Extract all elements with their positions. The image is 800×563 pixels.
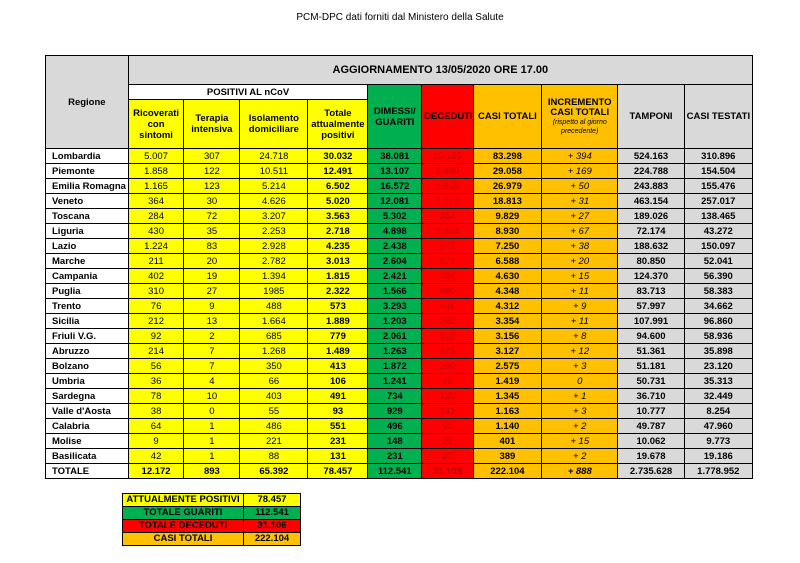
cell-ti: 123 <box>184 179 240 194</box>
cell-casi: 1.345 <box>473 389 541 404</box>
region-name-cell: Marche <box>46 254 129 269</box>
cell-test: 150.097 <box>684 239 752 254</box>
table-row <box>46 419 753 434</box>
cell-ti: 83 <box>184 239 240 254</box>
table-row <box>46 149 753 164</box>
cell-tot: 12.491 <box>308 164 368 179</box>
cell-tamp: 124.370 <box>618 269 684 284</box>
cell-dec: 394 <box>422 269 474 284</box>
region-name-cell: Basilicata <box>46 449 129 464</box>
cell-dec: 964 <box>422 209 474 224</box>
header-tamponi: TAMPONI <box>618 85 684 149</box>
page-caption: PCM-DPC dati forniti dal Ministero della Salute <box>296 12 504 23</box>
cell-dim: 38.081 <box>368 149 422 164</box>
cell-ti: 0 <box>184 404 240 419</box>
cell-casi: 1.140 <box>473 419 541 434</box>
cell-tamp: 2.735.628 <box>618 464 684 479</box>
cell-dim: 13.107 <box>368 164 422 179</box>
header-casi-totali: CASI TOTALI <box>473 85 541 149</box>
cell-tot: 4.235 <box>308 239 368 254</box>
cell-test: 35.313 <box>684 374 752 389</box>
cell-test: 34.662 <box>684 299 752 314</box>
cell-tamp: 51.361 <box>618 344 684 359</box>
header-dimessi: DIMESSI/ GUARITI <box>368 85 422 149</box>
cell-tamp: 36.710 <box>618 389 684 404</box>
cell-dec: 971 <box>422 254 474 269</box>
cell-dim: 1.566 <box>368 284 422 299</box>
cell-inc: + 2 <box>542 419 618 434</box>
cell-iso: 10.511 <box>240 164 308 179</box>
cell-dec: 22 <box>422 434 474 449</box>
cell-dim: 12.081 <box>368 194 422 209</box>
cell-test: 138.465 <box>684 209 752 224</box>
cell-tot: 5.020 <box>308 194 368 209</box>
cell-inc: + 27 <box>542 209 618 224</box>
cell-tot: 551 <box>308 419 368 434</box>
cell-inc: + 20 <box>542 254 618 269</box>
cell-tamp: 224.788 <box>618 164 684 179</box>
cell-ric: 38 <box>128 404 184 419</box>
cell-dim: 231 <box>368 449 422 464</box>
cell-casi: 26.979 <box>473 179 541 194</box>
cell-dec: 93 <box>422 419 474 434</box>
cell-dec: 1.314 <box>422 224 474 239</box>
cell-test: 35.898 <box>684 344 752 359</box>
cell-ti: 1 <box>184 449 240 464</box>
cell-dec: 3.905 <box>422 179 474 194</box>
cell-ric: 36 <box>128 374 184 389</box>
cell-casi: 389 <box>473 449 541 464</box>
cell-ti: 19 <box>184 269 240 284</box>
cell-ric: 9 <box>128 434 184 449</box>
cell-tot: 131 <box>308 449 368 464</box>
cell-dim: 2.061 <box>368 329 422 344</box>
cell-casi: 18.813 <box>473 194 541 209</box>
cell-ric: 214 <box>128 344 184 359</box>
header-positivi-group: POSITIVI AL nCoV <box>128 85 368 100</box>
header-regione: Regione <box>46 56 129 149</box>
cell-ti: 27 <box>184 284 240 299</box>
cell-tot: 2.322 <box>308 284 368 299</box>
header-incremento-sub: (rispetto al giorno precedente) <box>552 118 607 135</box>
cell-test: 52.041 <box>684 254 752 269</box>
cell-iso: 2.253 <box>240 224 308 239</box>
table-row <box>46 239 753 254</box>
cell-casi: 3.156 <box>473 329 541 344</box>
table-row <box>46 299 753 314</box>
cell-casi: 1.419 <box>473 374 541 389</box>
cell-ric: 284 <box>128 209 184 224</box>
region-name-cell: Valle d'Aosta <box>46 404 129 419</box>
table-row <box>46 434 753 449</box>
cell-inc: + 12 <box>542 344 618 359</box>
cell-iso: 4.626 <box>240 194 308 209</box>
table-body <box>46 149 753 479</box>
summary-row <box>123 520 301 533</box>
region-name-cell: Sicilia <box>46 314 129 329</box>
cell-tot: 93 <box>308 404 368 419</box>
cell-casi: 3.354 <box>473 314 541 329</box>
cell-ric: 5.007 <box>128 149 184 164</box>
region-name-cell: Umbria <box>46 374 129 389</box>
cell-dec: 27 <box>422 449 474 464</box>
cell-inc: + 15 <box>542 269 618 284</box>
cell-tamp: 463.154 <box>618 194 684 209</box>
cell-tamp: 10.777 <box>618 404 684 419</box>
region-name-cell: Veneto <box>46 194 129 209</box>
table-row <box>46 314 753 329</box>
header-isolamento: Isolamento domiciliare <box>240 100 308 149</box>
table-row <box>46 209 753 224</box>
cell-dim: 2.421 <box>368 269 422 284</box>
summary-label: TOTALE DECEDUTI <box>123 520 244 533</box>
cell-iso: 55 <box>240 404 308 419</box>
cell-inc: + 11 <box>542 314 618 329</box>
cell-inc: + 50 <box>542 179 618 194</box>
cell-inc: + 2 <box>542 449 618 464</box>
cell-ric: 1.165 <box>128 179 184 194</box>
cell-ti: 30 <box>184 194 240 209</box>
cell-ti: 2 <box>184 329 240 344</box>
cell-ric: 1.224 <box>128 239 184 254</box>
cell-ric: 310 <box>128 284 184 299</box>
summary-label: TOTALE GUARITI <box>123 507 244 520</box>
region-name-cell: Calabria <box>46 419 129 434</box>
region-name-cell: Trento <box>46 299 129 314</box>
cell-casi: 9.829 <box>473 209 541 224</box>
cell-iso: 403 <box>240 389 308 404</box>
cell-test: 58.936 <box>684 329 752 344</box>
cell-inc: + 15 <box>542 434 618 449</box>
cell-dec: 31.106 <box>422 464 474 479</box>
summary-value: 112.541 <box>244 507 301 520</box>
cell-ric: 92 <box>128 329 184 344</box>
cell-tot: 1.889 <box>308 314 368 329</box>
region-name-cell: Lazio <box>46 239 129 254</box>
header-terapia: Terapia intensiva <box>184 100 240 149</box>
cell-ti: 10 <box>184 389 240 404</box>
cell-casi: 83.298 <box>473 149 541 164</box>
cell-tamp: 243.883 <box>618 179 684 194</box>
cell-inc: + 888 <box>542 464 618 479</box>
cell-inc: + 3 <box>542 359 618 374</box>
cell-dim: 148 <box>368 434 422 449</box>
cell-iso: 65.392 <box>240 464 308 479</box>
cell-tot: 413 <box>308 359 368 374</box>
cell-casi: 29.058 <box>473 164 541 179</box>
cell-casi: 2.575 <box>473 359 541 374</box>
table-row <box>46 389 753 404</box>
cell-ric: 42 <box>128 449 184 464</box>
summary-label: ATTUALMENTE POSITIVI <box>123 494 244 507</box>
table-row <box>46 449 753 464</box>
cell-ric: 64 <box>128 419 184 434</box>
region-name-cell: TOTALE <box>46 464 129 479</box>
cell-dec: 577 <box>422 239 474 254</box>
cell-casi: 1.163 <box>473 404 541 419</box>
cell-ric: 402 <box>128 269 184 284</box>
cell-dim: 112.541 <box>368 464 422 479</box>
table-row <box>46 164 753 179</box>
cell-test: 310.896 <box>684 149 752 164</box>
cell-tamp: 188.632 <box>618 239 684 254</box>
cell-test: 8.254 <box>684 404 752 419</box>
cell-ti: 9 <box>184 299 240 314</box>
totals-row <box>46 464 753 479</box>
cell-dec: 72 <box>422 374 474 389</box>
cell-ric: 212 <box>128 314 184 329</box>
cell-dec: 262 <box>422 314 474 329</box>
table-row <box>46 179 753 194</box>
cell-dec: 1.712 <box>422 194 474 209</box>
cell-dec: 120 <box>422 389 474 404</box>
cell-casi: 3.127 <box>473 344 541 359</box>
cell-inc: + 11 <box>542 284 618 299</box>
cell-inc: + 394 <box>542 149 618 164</box>
cell-ric: 1.858 <box>128 164 184 179</box>
cell-tamp: 189.026 <box>618 209 684 224</box>
cell-tamp: 524.163 <box>618 149 684 164</box>
summary-row <box>123 533 301 546</box>
cell-inc: + 67 <box>542 224 618 239</box>
cell-tamp: 107.991 <box>618 314 684 329</box>
cell-dim: 734 <box>368 389 422 404</box>
header-update: AGGIORNAMENTO 13/05/2020 ORE 17.00 <box>128 56 752 85</box>
summary-value: 78.457 <box>244 494 301 507</box>
region-name-cell: Sardegna <box>46 389 129 404</box>
cell-dim: 4.898 <box>368 224 422 239</box>
table-row <box>46 254 753 269</box>
cell-tot: 2.718 <box>308 224 368 239</box>
cell-dec: 446 <box>422 299 474 314</box>
header-ricoverati: Ricoverati con sintomi <box>128 100 184 149</box>
cell-dim: 3.293 <box>368 299 422 314</box>
cell-test: 154.504 <box>684 164 752 179</box>
cell-tot: 491 <box>308 389 368 404</box>
table-row <box>46 194 753 209</box>
cell-iso: 488 <box>240 299 308 314</box>
cell-ti: 72 <box>184 209 240 224</box>
table-row <box>46 344 753 359</box>
cell-test: 19.186 <box>684 449 752 464</box>
cell-dec: 460 <box>422 284 474 299</box>
cell-tot: 1.489 <box>308 344 368 359</box>
cell-casi: 4.348 <box>473 284 541 299</box>
cell-dim: 1.241 <box>368 374 422 389</box>
cell-tot: 779 <box>308 329 368 344</box>
cell-tamp: 19.678 <box>618 449 684 464</box>
cell-casi: 8.930 <box>473 224 541 239</box>
cell-ric: 211 <box>128 254 184 269</box>
cell-iso: 221 <box>240 434 308 449</box>
cell-tot: 3.013 <box>308 254 368 269</box>
cell-tamp: 51.181 <box>618 359 684 374</box>
cell-test: 257.017 <box>684 194 752 209</box>
header-incremento <box>542 85 618 149</box>
cell-test: 58.383 <box>684 284 752 299</box>
summary-label: CASI TOTALI <box>123 533 244 546</box>
cell-dim: 1.203 <box>368 314 422 329</box>
region-name-cell: Molise <box>46 434 129 449</box>
cell-casi: 7.250 <box>473 239 541 254</box>
cell-tamp: 10.062 <box>618 434 684 449</box>
summary-value: 31.106 <box>244 520 301 533</box>
header-deceduti: DECEDUTI <box>422 85 474 149</box>
cell-inc: + 9 <box>542 299 618 314</box>
cell-tamp: 83.713 <box>618 284 684 299</box>
cell-dec: 290 <box>422 359 474 374</box>
cell-ti: 893 <box>184 464 240 479</box>
cell-tot: 1.815 <box>308 269 368 284</box>
cell-casi: 222.104 <box>473 464 541 479</box>
cell-casi: 4.630 <box>473 269 541 284</box>
region-name-cell: Campania <box>46 269 129 284</box>
cell-iso: 1.268 <box>240 344 308 359</box>
region-name-cell: Piemonte <box>46 164 129 179</box>
cell-tot: 106 <box>308 374 368 389</box>
cell-dec: 15.185 <box>422 149 474 164</box>
cell-ti: 122 <box>184 164 240 179</box>
summary-table <box>122 493 301 546</box>
cell-ti: 307 <box>184 149 240 164</box>
cell-tamp: 80.850 <box>618 254 684 269</box>
table-row <box>46 284 753 299</box>
cell-ric: 56 <box>128 359 184 374</box>
cell-test: 23.120 <box>684 359 752 374</box>
cell-test: 96.860 <box>684 314 752 329</box>
cell-iso: 3.207 <box>240 209 308 224</box>
summary-row <box>123 494 301 507</box>
region-name-cell: Friuli V.G. <box>46 329 129 344</box>
summary-value: 222.104 <box>244 533 301 546</box>
header-casi-testati: CASI TESTATI <box>684 85 752 149</box>
cell-tot: 3.563 <box>308 209 368 224</box>
cell-tamp: 50.731 <box>618 374 684 389</box>
cell-test: 47.960 <box>684 419 752 434</box>
table-row <box>46 224 753 239</box>
covid-data-table <box>45 55 753 479</box>
cell-test: 9.773 <box>684 434 752 449</box>
cell-dec: 3.460 <box>422 164 474 179</box>
cell-casi: 6.588 <box>473 254 541 269</box>
cell-inc: 0 <box>542 374 618 389</box>
cell-tamp: 72.174 <box>618 224 684 239</box>
cell-iso: 5.214 <box>240 179 308 194</box>
cell-inc: + 3 <box>542 404 618 419</box>
region-name-cell: Abruzzo <box>46 344 129 359</box>
header-incremento-label: INCREMENTO CASI TOTALI <box>547 96 612 118</box>
table-row <box>46 359 753 374</box>
cell-tamp: 49.787 <box>618 419 684 434</box>
region-name-cell: Puglia <box>46 284 129 299</box>
cell-ti: 1 <box>184 434 240 449</box>
header-totale-positivi: Totale attualmente positivi <box>308 100 368 149</box>
cell-dim: 2.438 <box>368 239 422 254</box>
cell-iso: 350 <box>240 359 308 374</box>
cell-iso: 486 <box>240 419 308 434</box>
cell-ti: 4 <box>184 374 240 389</box>
cell-dim: 16.572 <box>368 179 422 194</box>
cell-inc: + 1 <box>542 389 618 404</box>
region-name-cell: Liguria <box>46 224 129 239</box>
cell-test: 56.390 <box>684 269 752 284</box>
cell-ric: 430 <box>128 224 184 239</box>
cell-ric: 78 <box>128 389 184 404</box>
cell-iso: 66 <box>240 374 308 389</box>
region-name-cell: Toscana <box>46 209 129 224</box>
region-name-cell: Emilia Romagna <box>46 179 129 194</box>
cell-inc: + 8 <box>542 329 618 344</box>
cell-casi: 4.312 <box>473 299 541 314</box>
table-row <box>46 329 753 344</box>
cell-ric: 364 <box>128 194 184 209</box>
region-name-cell: Bolzano <box>46 359 129 374</box>
cell-iso: 1.664 <box>240 314 308 329</box>
cell-inc: + 31 <box>542 194 618 209</box>
cell-dim: 496 <box>368 419 422 434</box>
cell-tot: 6.502 <box>308 179 368 194</box>
cell-test: 1.778.952 <box>684 464 752 479</box>
cell-dec: 375 <box>422 344 474 359</box>
cell-dec: 141 <box>422 404 474 419</box>
cell-iso: 2.782 <box>240 254 308 269</box>
cell-tamp: 94.600 <box>618 329 684 344</box>
cell-ric: 76 <box>128 299 184 314</box>
summary-row <box>123 507 301 520</box>
cell-dec: 316 <box>422 329 474 344</box>
cell-dim: 1.263 <box>368 344 422 359</box>
table-row <box>46 404 753 419</box>
cell-casi: 401 <box>473 434 541 449</box>
cell-dim: 929 <box>368 404 422 419</box>
cell-tot: 30.032 <box>308 149 368 164</box>
cell-ti: 13 <box>184 314 240 329</box>
cell-iso: 88 <box>240 449 308 464</box>
cell-iso: 1.394 <box>240 269 308 284</box>
cell-ti: 35 <box>184 224 240 239</box>
cell-tot: 573 <box>308 299 368 314</box>
cell-inc: + 169 <box>542 164 618 179</box>
cell-inc: + 38 <box>542 239 618 254</box>
cell-iso: 24.718 <box>240 149 308 164</box>
table-row <box>46 269 753 284</box>
cell-dim: 5.302 <box>368 209 422 224</box>
cell-test: 43.272 <box>684 224 752 239</box>
table-row <box>46 374 753 389</box>
cell-ti: 7 <box>184 344 240 359</box>
cell-ti: 20 <box>184 254 240 269</box>
cell-tot: 231 <box>308 434 368 449</box>
cell-iso: 2.928 <box>240 239 308 254</box>
region-name-cell: Lombardia <box>46 149 129 164</box>
cell-iso: 685 <box>240 329 308 344</box>
cell-tamp: 57.997 <box>618 299 684 314</box>
cell-dim: 2.604 <box>368 254 422 269</box>
cell-dim: 1.872 <box>368 359 422 374</box>
cell-ric: 12.172 <box>128 464 184 479</box>
cell-iso: 1985 <box>240 284 308 299</box>
cell-test: 32.449 <box>684 389 752 404</box>
cell-ti: 1 <box>184 419 240 434</box>
cell-test: 155.476 <box>684 179 752 194</box>
cell-tot: 78.457 <box>308 464 368 479</box>
cell-ti: 7 <box>184 359 240 374</box>
